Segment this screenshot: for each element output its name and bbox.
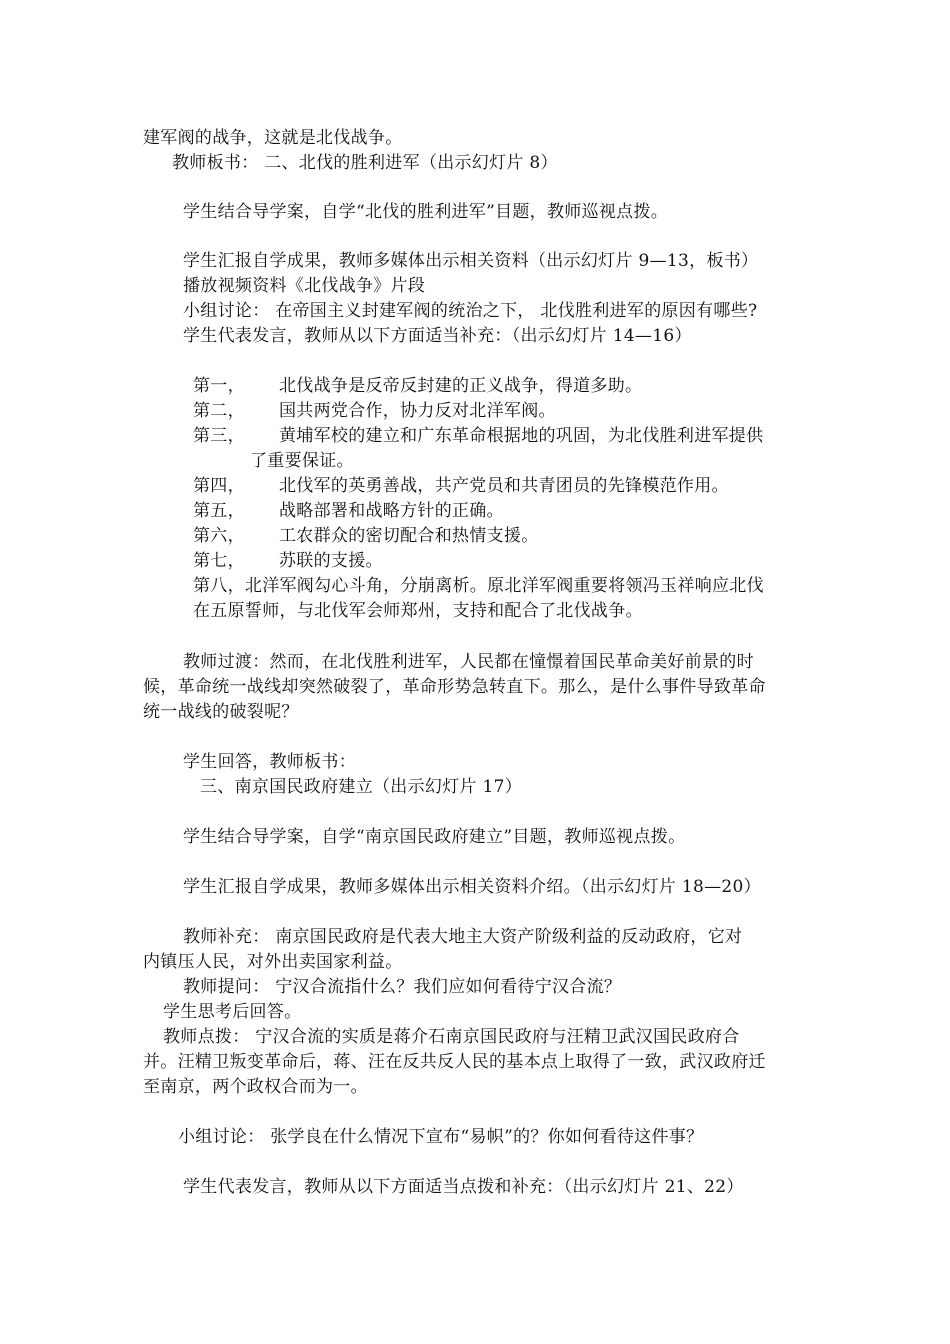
transition-line: 候，革命统一战线却突然破裂了，革命形势急转直下。那么，是什么事件导致革命 (143, 677, 766, 697)
reason-item (193, 474, 729, 498)
guidance-line: 至南京，两个政权合而为一。 (143, 1077, 368, 1097)
reason-text: 北伐军的英勇善战，共产党员和共青团员的先锋模范作用。 (279, 476, 729, 496)
reason-text: 北伐战争是反帝反封建的正义战争，得道多助。 (279, 376, 643, 396)
text-line: 学生汇报自学成果，教师多媒体出示相关资料（出示幻灯片 9—13，板书） (183, 251, 759, 271)
question-line: 教师提问： 宁汉合流指什么？我们应如何看待宁汉合流？ (183, 977, 622, 997)
reason-label: 第七， (193, 551, 245, 571)
reason-text: 苏联的支援。 (279, 551, 383, 571)
text-line: 播放视频资料《北伐战争》片段 (183, 276, 426, 296)
transition-line: 统一战线的破裂呢？ (143, 702, 299, 722)
reason-item (193, 549, 383, 573)
text-line: 学生汇报自学成果，教师多媒体出示相关资料介绍。（出示幻灯片 18—20） (183, 877, 761, 897)
supplement-line: 教师补充： 南京国民政府是代表大地主大资产阶级利益的反动政府，它对 (183, 927, 743, 947)
text-line: 小组讨论： 在帝国主义封建军阀的统治之下， 北伐胜利进军的原因有哪些? (183, 301, 758, 321)
reason-label: 第四， (193, 476, 245, 496)
reason-item (193, 499, 504, 523)
text-line: 学生代表发言，教师从以下方面适当补充：（出示幻灯片 14—16） (183, 326, 692, 346)
text-line: 学生代表发言，教师从以下方面适当点拨和补充：（出示幻灯片 21、22） (183, 1177, 744, 1197)
reason-item (193, 374, 642, 398)
reason-text: 黄埔军校的建立和广东革命根据地的巩固，为北伐胜利进军提供 (279, 426, 764, 446)
text-line: 学生回答，教师板书： (183, 752, 356, 772)
answer-line: 学生思考后回答。 (163, 1002, 302, 1022)
transition-line: 教师过渡：然而，在北伐胜利进军，人民都在憧憬着国民革命美好前景的时 (183, 652, 754, 672)
reason-continuation: 了重要保证。 (250, 451, 354, 471)
text-line: 学生结合导学案，自学“南京国民政府建立”目题，教师巡视点拨。 (183, 827, 686, 847)
supplement-line: 内镇压人民，对外出卖国家利益。 (143, 952, 403, 972)
discussion-line: 小组讨论： 张学良在什么情况下宣布“易帜”的？你如何看待这件事？ (178, 1127, 704, 1147)
reason-label: 第五， (193, 501, 245, 521)
reason-text: 工农群众的密切配合和热情支援。 (279, 526, 539, 546)
text-line: 建军阀的战争，这就是北伐战争。 (143, 128, 403, 148)
board-heading-2: 教师板书： 二、北伐的胜利进军（出示幻灯片 8） (172, 153, 558, 173)
reason-text: 战略部署和战略方针的正确。 (279, 501, 504, 521)
reason-continuation: 在五原誓师，与北伐军会师郑州，支持和配合了北伐战争。 (193, 601, 643, 621)
reason-item (193, 399, 556, 423)
board-heading-3: 三、南京国民政府建立（出示幻灯片 17） (200, 777, 523, 797)
reason-label: 第一， (193, 376, 245, 396)
reason-text: 国共两党合作，协力反对北洋军阀。 (279, 401, 556, 421)
reason-label: 第三， (193, 426, 245, 446)
text-line: 学生结合导学案，自学“北伐的胜利进军”目题，教师巡视点拨。 (183, 202, 669, 222)
reason-item (193, 424, 763, 448)
reason-item (193, 524, 539, 548)
guidance-line: 并。汪精卫叛变革命后，蒋、汪在反共反人民的基本点上取得了一致，武汉政府迁 (143, 1052, 766, 1072)
reason-label: 第二， (193, 401, 245, 421)
guidance-line: 教师点拨： 宁汉合流的实质是蒋介石南京国民政府与汪精卫武汉国民政府合 (163, 1027, 740, 1047)
reason-item: 第八，北洋军阀勾心斗角，分崩离析。原北洋军阀重要将领冯玉祥响应北伐 (193, 576, 764, 596)
reason-label: 第六， (193, 526, 245, 546)
